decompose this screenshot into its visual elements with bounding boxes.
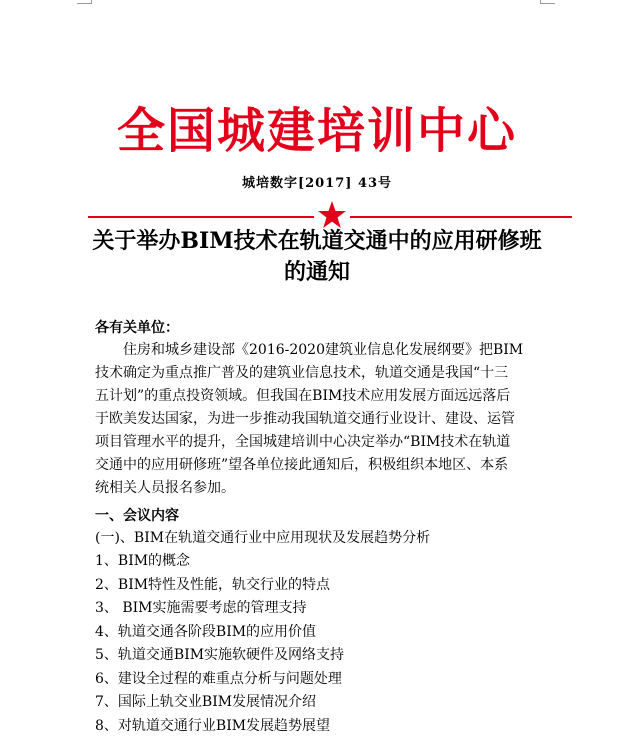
red-rule-left: [88, 216, 314, 218]
star-shape: [318, 201, 346, 228]
page-corner-mark-right: [540, 0, 555, 4]
salutation: 各有关单位：: [95, 317, 179, 337]
list-item: 4、轨道交通各阶段BIM的应用价值: [95, 621, 344, 645]
list-item: 2、BIM特性及性能，轨交行业的特点: [95, 574, 344, 598]
body-paragraph: [95, 339, 545, 500]
org-header: 全国城建培训中心: [0, 92, 634, 161]
body-line: 项目管理水平的提升，全国城建培训中心决定举办“BIM技术在轨道: [95, 431, 545, 454]
doc-number: 城培数字[2017] 43号: [0, 172, 634, 191]
document-title: [60, 226, 574, 288]
sub-heading: (一)、BIM在轨道交通行业中应用现状及发展趋势分析: [95, 527, 430, 547]
list-item: 8、对轨道交通行业BIM发展趋势展望: [95, 715, 344, 738]
title-line-1: 关于举办BIM技术在轨道交通中的应用研修班: [60, 226, 574, 257]
list-item: 1、BIM的概念: [95, 550, 344, 574]
body-line: 技术确定为重点推广普及的建筑业信息技术，轨道交通是我国“十三: [95, 362, 545, 385]
body-line: 于欧美发达国家，为进一步推动我国轨道交通行业设计、建设、运管: [95, 408, 545, 431]
section-heading: 一、会议内容: [95, 505, 179, 525]
list-item: 7、国际上轨交业BIM发展情况介绍: [95, 691, 344, 715]
list-item: 6、建设全过程的难重点分析与问题处理: [95, 668, 344, 692]
body-line: 统相关人员报名参加。: [95, 477, 545, 500]
body-line: 交通中的应用研修班”望各单位接此通知后，积极组织本地区、本系: [95, 454, 545, 477]
body-line: 住房和城乡建设部《2016-2020建筑业信息化发展纲要》把BIM: [95, 339, 545, 362]
page-corner-mark-left: [77, 0, 92, 4]
red-rule-right: [350, 216, 572, 218]
body-line: 五计划”的重点投资领域。但我国在BIM技术应用发展方面远远落后: [95, 385, 545, 408]
list-item: 3、 BIM实施需要考虑的管理支持: [95, 597, 344, 621]
topic-list: [95, 550, 344, 738]
title-line-2: 的通知: [60, 257, 574, 288]
list-item: 5、轨道交通BIM实施软硬件及网络支持: [95, 644, 344, 668]
